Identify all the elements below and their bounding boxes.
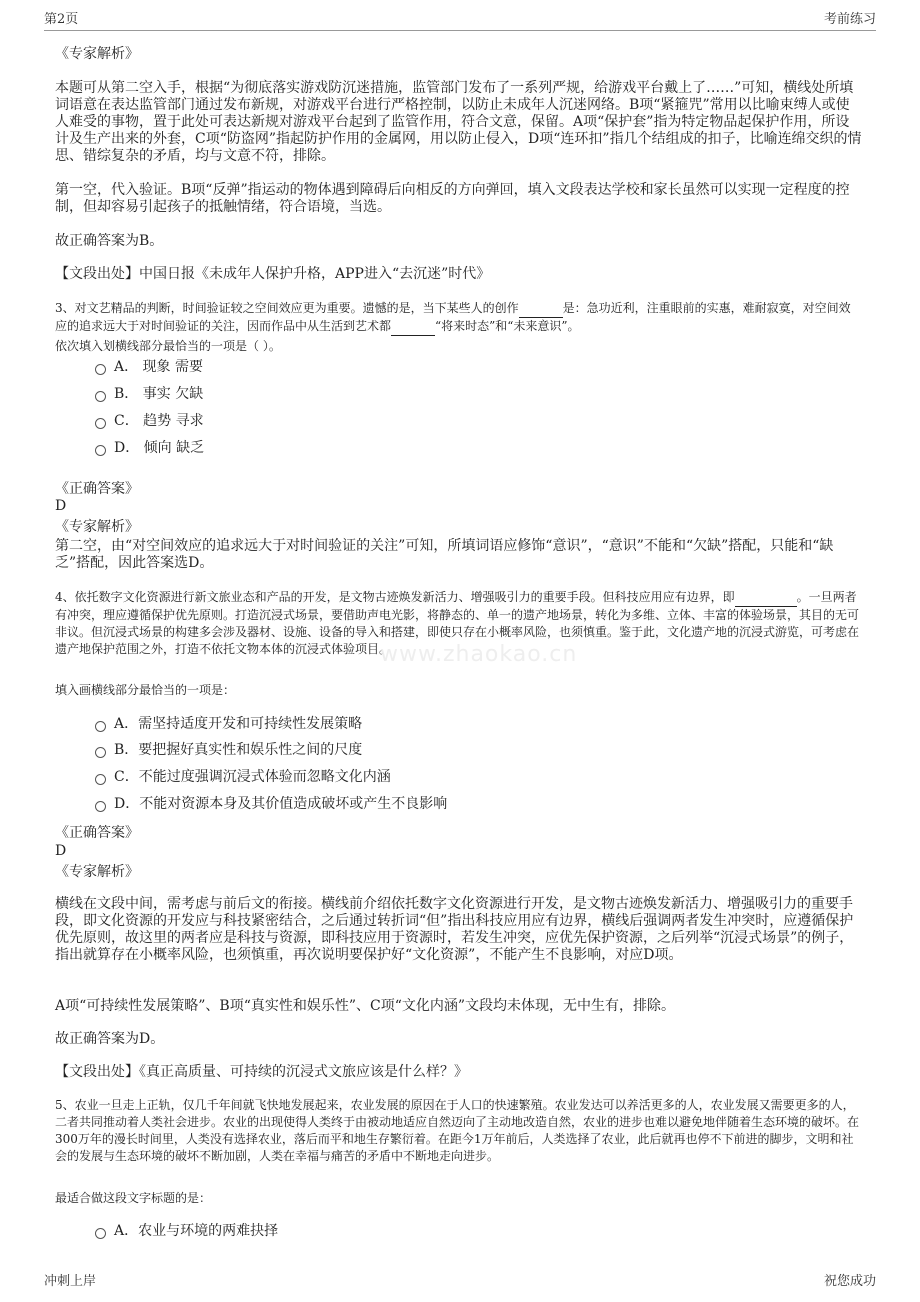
q4-stem-part2: 。一旦两者有冲突，理应遵循保护优先原则。打造沉浸式场景，要借助声电光影，将静态的、单一的遗产地场景，转化为多维、立体、丰富的体验场景，其目的无可非议。但沉浸式场景的构建多会涉及器材、设施、设备的导入和搭建，即使只存在小概率风险，也须慎重。鉴于此，文化遗产地的沉浸式游览，可考虑在遗产地保护范围之外，打造不依托文物本体的沉浸式体验项目。 [55, 590, 860, 656]
q4-analysis-para1: 横线在文段中间，需考虑与前后文的衔接。横线前介绍依托数字文化资源进行开发，是文物古迹焕发新活力、增强吸引力的重要手段，即文化资源的开发应与科技紧密结合，之后通过转折词“但”指出科技应用应有边界，横线后强调两者发生冲突时，应遵循保护优先原则，故这里的两者应是科技与资源，即科技应用于资源时，若发生冲突，应优先保护资源，之后列举“沉浸式场景”的例子，指出就算存在小概率风险，也须慎重，再次说明要保护好“文化资源”，不能产生不良影响，对应D项。 [55, 896, 854, 963]
q3-answer: D [55, 498, 67, 514]
q3-option-a-label: A． 现象 需要 [114, 359, 204, 375]
q2-source: 【文段出处】中国日报《未成年人保护升格，APP进入“去沉迷”时代》 [55, 266, 491, 282]
q2-conclusion: 故正确答案为B。 [55, 233, 164, 249]
header-title: 考前练习 [823, 12, 876, 27]
radio-icon[interactable] [95, 418, 106, 429]
q3-stem-part1: 3、对文艺精品的判断，时间验证较之空间效应更为重要。遗憾的是，当下某些人的创作 [55, 301, 519, 315]
q3-option-c[interactable] [95, 413, 204, 430]
q4-stem-part1: 4、依托数字文化资源进行新文旅业态和产品的开发，是文物古迹焕发新活力、增强吸引力的重要手段。但科技应用应有边界，即 [55, 590, 735, 604]
watermark: www.zhaokao.cn [380, 642, 578, 667]
q4-source: 【文段出处】《真正高质量、可持续的沉浸式文旅应该是什么样？》 [55, 1064, 468, 1080]
q4-answer-label: 《正确答案》 [55, 825, 139, 841]
q4-option-a[interactable] [95, 716, 362, 733]
q4-option-d[interactable] [95, 796, 447, 813]
q3-blank-2 [391, 318, 435, 336]
q4-prompt: 填入画横线部分最恰当的一项是： [55, 683, 236, 697]
q3-analysis: 第二空，由“对空间效应的追求远大于对时间验证的关注”可知，所填词语应修饰“意识”，“意识”不能和“欠缺”搭配，只能和“缺乏”搭配，因此答案选D。 [55, 538, 834, 571]
page-header [44, 8, 876, 31]
q3-option-d[interactable] [95, 440, 204, 457]
q4-option-b-label: B．要把握好真实性和娱乐性之间的尺度 [114, 742, 363, 758]
footer-left: 冲刺上岸 [44, 1274, 97, 1289]
q4-analysis-label: 《专家解析》 [55, 864, 139, 880]
radio-icon[interactable] [95, 391, 106, 402]
q3-stem-part3: “将来时态”和“未来意识”。 [435, 319, 580, 333]
radio-icon[interactable] [95, 801, 106, 812]
q5-stem: 5、农业一旦走上正轨，仅几千年间就飞快地发展起来，农业发展的原因在于人口的快速繁殖。农业发达可以养活更多的人，农业发展又需要更多的人，二者共同推动着人类社会进步。农业的出现使得人类终于由被动地适应自然迈向了主动地改造自然，农业的进步也难以避免地伴随着生态环境的破坏。在300万年的漫长时间里，人类没有选择农业，落后而平和地生存繁衍着。在距今1万年前后，人类选择了农业，此后就再也停不下前进的脚步，文明和社会的发展与生态环境的破坏不断加剧，人类在幸福与痛苦的矛盾中不断地走向进步。 [55, 1098, 860, 1163]
q4-option-d-label: D．不能对资源本身及其价值造成破坏或产生不良影响 [114, 796, 448, 812]
q5-prompt: 最适合做这段文字标题的是： [55, 1191, 212, 1205]
q4-option-c[interactable] [95, 769, 391, 786]
q4-analysis-para2: A项“可持续性发展策略”、B项“真实性和娱乐性”、C项“文化内涵”文段均未体现，无中生有，排除。 [55, 998, 676, 1014]
q4-answer: D [55, 843, 67, 859]
q3-option-b-label: B． 事实 欠缺 [114, 386, 204, 402]
page-number: 第2页 [44, 12, 79, 27]
radio-icon[interactable] [95, 774, 106, 785]
q3-prompt: 依次填入划横线部分最恰当的一项是（ ）。 [55, 339, 281, 353]
footer-right: 祝您成功 [823, 1274, 876, 1289]
radio-icon[interactable] [95, 364, 106, 375]
q2-analysis-para2: 第一空，代入验证。B项“反弹”指运动的物体遇到障碍后向相反的方向弹回，填入文段表达学校和家长虽然可以实现一定程度的控制，但却容易引起孩子的抵触情绪，符合语境，当选。 [55, 182, 850, 215]
q2-analysis-label: 《专家解析》 [55, 46, 139, 62]
radio-icon[interactable] [95, 721, 106, 732]
radio-icon[interactable] [95, 445, 106, 456]
q3-option-b[interactable] [95, 386, 203, 403]
q5-option-a[interactable] [95, 1223, 278, 1240]
q3-option-c-label: C． 趋势 寻求 [114, 413, 204, 429]
q4-option-b[interactable] [95, 742, 362, 759]
q3-answer-label: 《正确答案》 [55, 481, 139, 497]
radio-icon[interactable] [95, 747, 106, 758]
q4-option-c-label: C．不能过度强调沉浸式体验而忽略文化内涵 [114, 769, 391, 785]
q4-option-a-label: A．需坚持适度开发和可持续性发展策略 [114, 716, 363, 732]
page-footer [44, 1270, 876, 1292]
q3-blank-1 [519, 300, 563, 318]
q5-option-a-label: A．农业与环境的两难抉择 [114, 1223, 279, 1239]
q4-blank [735, 589, 797, 607]
q4-conclusion: 故正确答案为D。 [55, 1031, 165, 1047]
q3-analysis-label: 《专家解析》 [55, 519, 139, 535]
q2-analysis-para1: 本题可从第二空入手，根据“为彻底落实游戏防沉迷措施，监管部门发布了一系列严规，给游戏平台戴上了……”可知，横线处所填词语意在表达监管部门通过发布新规，对游戏平台进行严格控制，以防止未成年人沉迷网络。B项“紧箍咒”常用以比喻束缚人或使人难受的事物，置于此处可表达新规对游戏平台起到了监管作用，符合文意，保留。A项“保护套”指为特定物品起保护作用，所设计及生产出来的外套，C项“防盗网”指起防护作用的金属网，用以防止侵入，D项“连环扣”指几个结组成的扣子，比喻连绵交织的情思、错综复杂的矛盾，均与文意不符，排除。 [55, 80, 862, 164]
radio-icon[interactable] [95, 1228, 106, 1239]
q3-stem-part2: 是：急功近利，注重眼前的实惠，难耐寂寞，对空间效应的追求远大于对时间验证的关注，因而作品中从生活到艺术都 [55, 301, 851, 333]
q3-option-a[interactable] [95, 359, 203, 376]
q3-stem [55, 300, 862, 336]
q3-option-d-label: D． 倾向 缺乏 [114, 440, 205, 456]
